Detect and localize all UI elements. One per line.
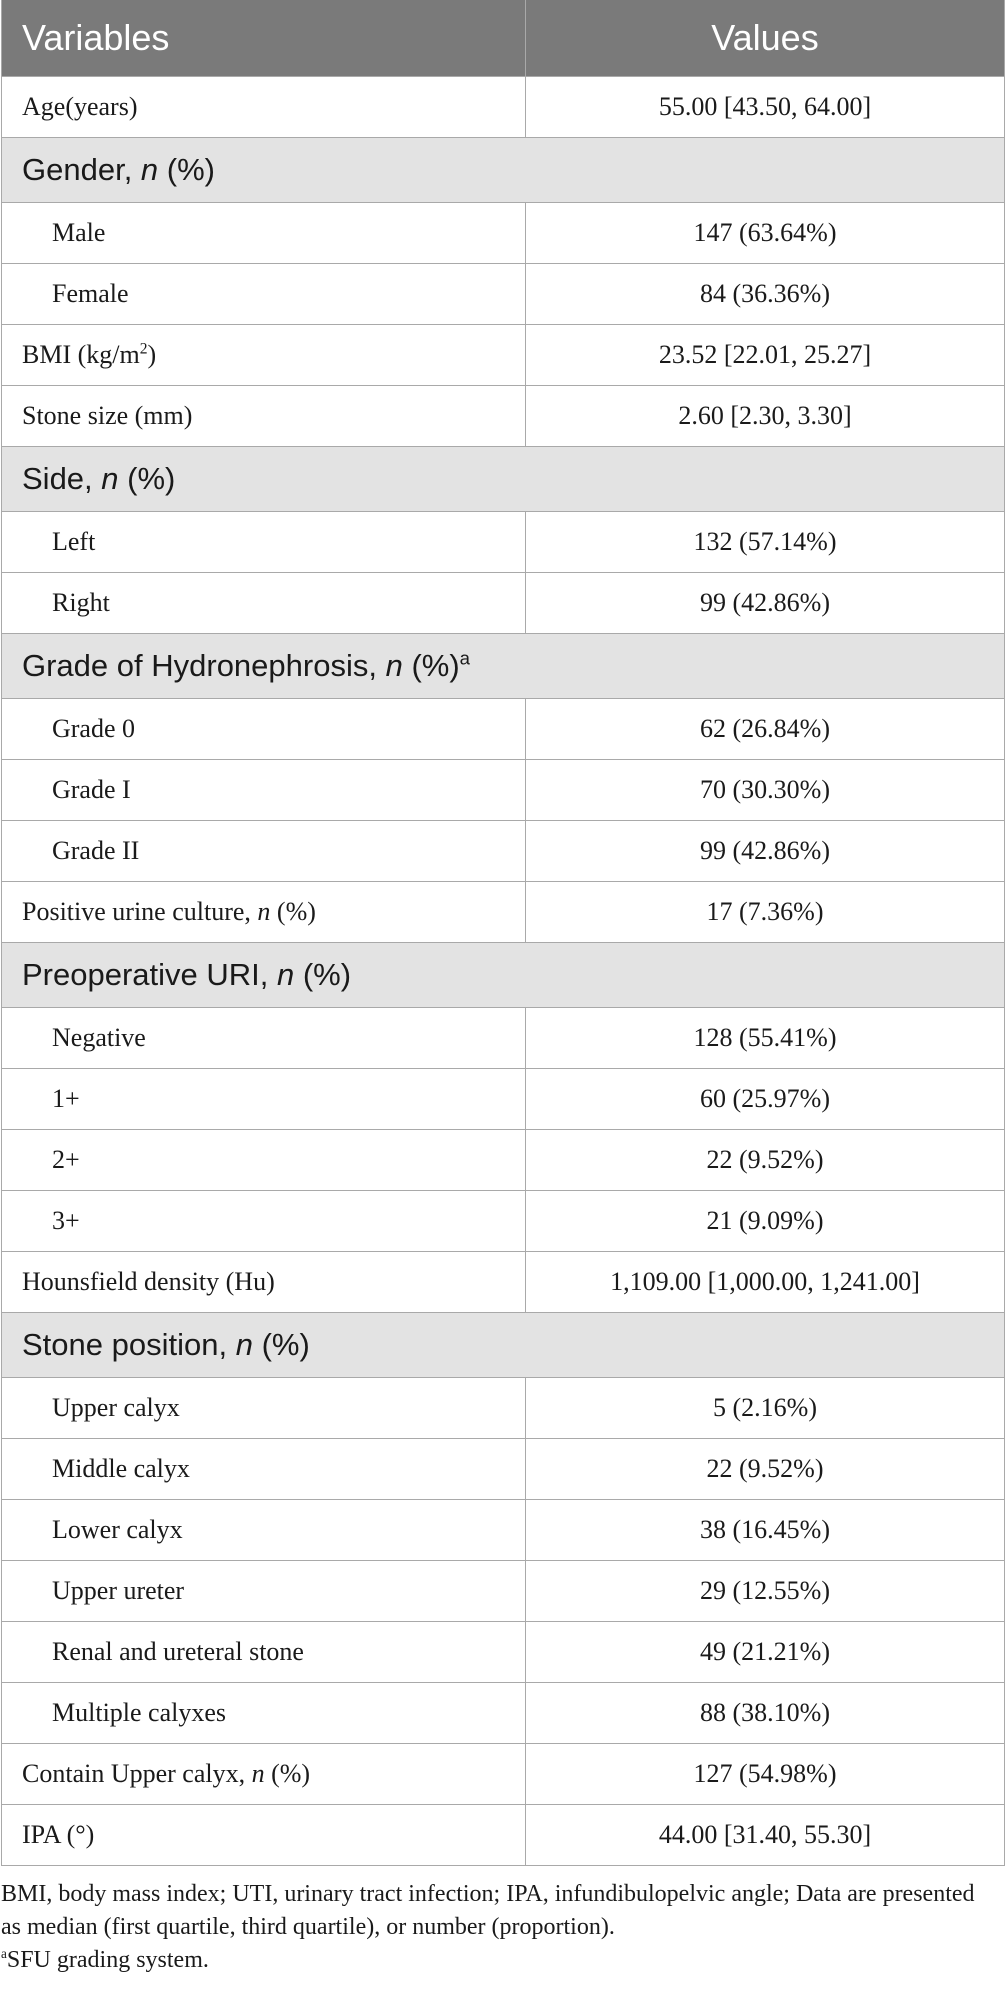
column-header-variables: Variables <box>2 0 526 77</box>
table-row <box>2 699 1005 760</box>
row-label: Male <box>2 203 526 264</box>
row-value: 70 (30.30%) <box>526 760 1005 821</box>
row-value: 23.52 [22.01, 25.27] <box>526 325 1005 386</box>
table-row <box>2 882 1005 943</box>
row-label: Grade II <box>2 821 526 882</box>
footnote-reference: a <box>459 647 470 669</box>
footnote-abbreviations: BMI, body mass index; UTI, urinary tract infection; IPA, infundibulopelvic angle; Data are presented as median (first quartile, third quartile), or number (proportion). <box>1 1881 975 1940</box>
row-label: Multiple calyxes <box>2 1683 526 1744</box>
section-header-row <box>2 943 1005 1008</box>
row-label: Left <box>2 512 526 573</box>
row-value: 99 (42.86%) <box>526 821 1005 882</box>
section-label-suffix: (%) <box>402 648 460 683</box>
table-row <box>2 1069 1005 1130</box>
row-label: Upper calyx <box>2 1378 526 1439</box>
row-value: 132 (57.14%) <box>526 512 1005 573</box>
row-label-superscript: 2 <box>139 340 148 358</box>
row-value: 55.00 [43.50, 64.00] <box>526 77 1005 138</box>
row-label-suffix: (%) <box>264 1759 311 1788</box>
row-value: 99 (42.86%) <box>526 573 1005 634</box>
table-row <box>2 1252 1005 1313</box>
row-label: Hounsfield density (Hu) <box>2 1252 526 1313</box>
section-label-suffix: (%) <box>294 957 352 992</box>
section-header-row <box>2 138 1005 203</box>
table-body <box>2 77 1005 1866</box>
table-footnote <box>0 1866 1005 1977</box>
section-label-n: n <box>235 1327 253 1362</box>
row-label-n: n <box>251 1759 265 1788</box>
row-label <box>2 882 526 943</box>
footnote-grading <box>1 1944 999 1977</box>
section-label-suffix: (%) <box>118 461 176 496</box>
row-label: Grade I <box>2 760 526 821</box>
row-label: Grade 0 <box>2 699 526 760</box>
row-label: 3+ <box>2 1191 526 1252</box>
row-label <box>2 1744 526 1805</box>
row-label-suffix: ) <box>147 340 157 369</box>
section-label <box>2 634 1005 699</box>
row-label: Renal and ureteral stone <box>2 1622 526 1683</box>
row-value: 127 (54.98%) <box>526 1744 1005 1805</box>
row-label: Upper ureter <box>2 1561 526 1622</box>
row-value: 1,109.00 [1,000.00, 1,241.00] <box>526 1252 1005 1313</box>
row-label-suffix: (%) <box>270 897 316 926</box>
row-value: 22 (9.52%) <box>526 1439 1005 1500</box>
footnote-grading-text: SFU grading system. <box>6 1947 209 1973</box>
row-value: 62 (26.84%) <box>526 699 1005 760</box>
row-value: 128 (55.41%) <box>526 1008 1005 1069</box>
section-label-suffix: (%) <box>252 1327 310 1362</box>
patient-characteristics-table <box>1 0 1005 1866</box>
table-row <box>2 1008 1005 1069</box>
row-label: Female <box>2 264 526 325</box>
row-value: 5 (2.16%) <box>526 1378 1005 1439</box>
table-row <box>2 77 1005 138</box>
row-value: 2.60 [2.30, 3.30] <box>526 386 1005 447</box>
row-label <box>2 325 526 386</box>
table-row <box>2 1130 1005 1191</box>
section-header-row <box>2 447 1005 512</box>
table-row <box>2 1378 1005 1439</box>
section-label-n: n <box>140 152 159 187</box>
table-row <box>2 1561 1005 1622</box>
column-header-values: Values <box>526 0 1005 77</box>
row-label: 1+ <box>2 1069 526 1130</box>
table-row <box>2 1622 1005 1683</box>
row-value: 17 (7.36%) <box>526 882 1005 943</box>
table-row <box>2 573 1005 634</box>
row-value: 38 (16.45%) <box>526 1500 1005 1561</box>
row-label: IPA (°) <box>2 1805 526 1866</box>
row-label-text: Contain Upper calyx, <box>22 1759 252 1788</box>
row-value: 22 (9.52%) <box>526 1130 1005 1191</box>
section-label-n: n <box>277 957 295 992</box>
footnote-mark: a <box>1 1946 7 1961</box>
table-row <box>2 386 1005 447</box>
row-value: 60 (25.97%) <box>526 1069 1005 1130</box>
section-label <box>2 1313 1005 1378</box>
table-row <box>2 1500 1005 1561</box>
row-label: Stone size (mm) <box>2 386 526 447</box>
table-row <box>2 203 1005 264</box>
section-label-text: Side, <box>22 461 102 496</box>
row-label: Age(years) <box>2 77 526 138</box>
row-value: 21 (9.09%) <box>526 1191 1005 1252</box>
row-label: 2+ <box>2 1130 526 1191</box>
row-label-text: Positive urine culture, <box>22 897 258 926</box>
section-label-suffix: (%) <box>158 152 215 187</box>
row-value: 88 (38.10%) <box>526 1683 1005 1744</box>
section-header-row <box>2 1313 1005 1378</box>
section-label-text: Grade of Hydronephrosis, <box>22 648 386 683</box>
row-value: 147 (63.64%) <box>526 203 1005 264</box>
section-label-text: Gender, <box>22 152 141 187</box>
table-row <box>2 760 1005 821</box>
section-label-text: Preoperative URI, <box>22 957 277 992</box>
section-label <box>2 943 1005 1008</box>
table-header-row <box>2 0 1005 77</box>
row-value: 44.00 [31.40, 55.30] <box>526 1805 1005 1866</box>
row-value: 29 (12.55%) <box>526 1561 1005 1622</box>
section-label <box>2 138 1005 203</box>
row-label-n: n <box>257 897 271 926</box>
table-row <box>2 1191 1005 1252</box>
section-label-text: Stone position, <box>22 1327 236 1362</box>
row-value: 49 (21.21%) <box>526 1622 1005 1683</box>
table-row <box>2 1439 1005 1500</box>
section-label-n: n <box>385 648 403 683</box>
row-label: Middle calyx <box>2 1439 526 1500</box>
table-row <box>2 264 1005 325</box>
row-label: Negative <box>2 1008 526 1069</box>
table-row <box>2 512 1005 573</box>
row-label: Right <box>2 573 526 634</box>
section-label <box>2 447 1005 512</box>
section-label-n: n <box>101 461 119 496</box>
row-label-text: BMI (kg/m <box>22 340 140 369</box>
table-row <box>2 821 1005 882</box>
table-row <box>2 325 1005 386</box>
section-header-row <box>2 634 1005 699</box>
row-value: 84 (36.36%) <box>526 264 1005 325</box>
table-row <box>2 1683 1005 1744</box>
table-row <box>2 1744 1005 1805</box>
row-label: Lower calyx <box>2 1500 526 1561</box>
table-row <box>2 1805 1005 1866</box>
